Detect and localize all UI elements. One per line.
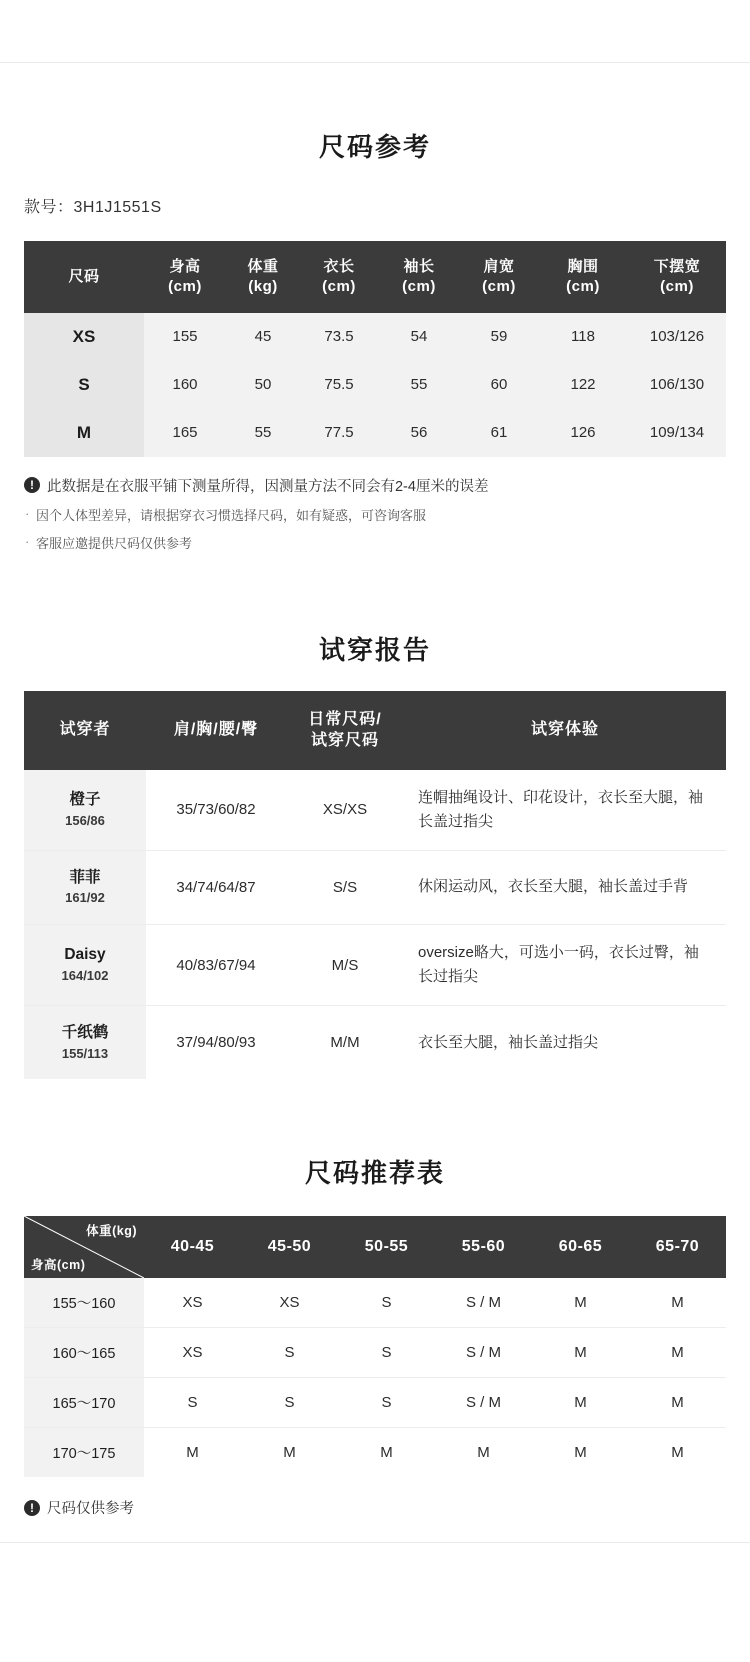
recommend-header-row xyxy=(24,1216,726,1278)
recommended-size: S xyxy=(338,1278,435,1328)
weight-range-header: 45-50 xyxy=(241,1216,338,1278)
cell-bust: 122 xyxy=(538,361,628,409)
weight-range-header: 65-70 xyxy=(629,1216,726,1278)
bottom-divider xyxy=(0,1542,750,1543)
measurement-note xyxy=(24,475,750,496)
recommended-size: M xyxy=(338,1428,435,1478)
height-range: 160～165 xyxy=(24,1328,144,1378)
size-reference-table xyxy=(24,241,726,457)
tester-name: Daisy xyxy=(64,946,106,964)
bullet-icon: · xyxy=(25,533,30,549)
table-row xyxy=(24,850,726,924)
recommended-size: S xyxy=(338,1378,435,1428)
recommended-size: S / M xyxy=(435,1378,532,1428)
recommended-size: M xyxy=(435,1428,532,1478)
header-height: 身高 (cm) xyxy=(144,241,226,313)
table-row xyxy=(24,1328,726,1378)
recommended-size: XS xyxy=(144,1278,241,1328)
recommended-size: M xyxy=(532,1278,629,1328)
table-row xyxy=(24,1428,726,1478)
weight-range-header: 60-65 xyxy=(532,1216,629,1278)
tester-experience: 休闲运动风，衣长至大腿，袖长盖过手背 xyxy=(404,850,726,924)
measurement-subnote-1-text: 因个人体型差异，请根据穿衣习惯选择尺码，如有疑惑，可咨询客服 xyxy=(36,507,427,523)
corner-height-label: 身高(cm) xyxy=(31,1258,86,1273)
cell-hem: 109/134 xyxy=(628,409,726,457)
tester-body: 37/94/80/93 xyxy=(146,1006,286,1080)
tester-measure: 156/86 xyxy=(65,812,105,828)
table-row xyxy=(24,770,726,851)
cell-weight: 45 xyxy=(226,313,300,361)
cell-sleeve: 55 xyxy=(378,361,460,409)
cell-shoulder: 60 xyxy=(460,361,538,409)
measurement-subnote-1 xyxy=(25,505,750,524)
weight-range-header: 55-60 xyxy=(435,1216,532,1278)
tryon-report-title: 试穿报告 xyxy=(318,634,431,665)
recommended-size: M xyxy=(532,1378,629,1428)
measurement-subnote-2-text: 客服应邀提供尺码仅供参考 xyxy=(36,535,193,551)
cell-weight: 50 xyxy=(226,361,300,409)
tester-name: 菲菲 xyxy=(69,868,101,886)
recommended-size: M xyxy=(629,1428,726,1478)
recommended-size: S xyxy=(241,1328,338,1378)
cell-height: 165 xyxy=(144,409,226,457)
header-sleeve: 袖长 (cm) xyxy=(378,241,460,313)
tester-sizes: XS/XS xyxy=(286,770,404,851)
tester-measure: 161/92 xyxy=(65,890,105,906)
tester-info xyxy=(24,925,146,1006)
corner-header xyxy=(24,1216,144,1278)
size-reference-header-row xyxy=(24,241,726,313)
header-tester: 试穿者 xyxy=(24,691,146,770)
header-size: 尺码 xyxy=(24,241,144,313)
measurement-subnote-2 xyxy=(25,533,750,552)
cell-weight: 55 xyxy=(226,409,300,457)
table-row xyxy=(24,1006,726,1080)
product-size-guide-page xyxy=(0,62,750,1662)
tester-body: 40/83/67/94 xyxy=(146,925,286,1006)
row-size: S xyxy=(24,361,144,409)
recommended-size: XS xyxy=(241,1278,338,1328)
recommended-size: M xyxy=(241,1428,338,1478)
top-divider xyxy=(0,62,750,63)
recommended-size: S / M xyxy=(435,1328,532,1378)
recommend-note-text: 尺码仅供参考 xyxy=(47,1501,134,1518)
recommended-size: S xyxy=(338,1328,435,1378)
header-bust: 胸围 (cm) xyxy=(538,241,628,313)
recommended-size: S xyxy=(144,1378,241,1428)
cell-bust: 118 xyxy=(538,313,628,361)
table-row xyxy=(24,409,726,457)
tester-sizes: S/S xyxy=(286,850,404,924)
weight-range-header: 50-55 xyxy=(338,1216,435,1278)
tryon-report-table xyxy=(24,691,726,1080)
recommended-size: S / M xyxy=(435,1278,532,1328)
table-row xyxy=(24,313,726,361)
height-range: 165～170 xyxy=(24,1378,144,1428)
recommended-size: M xyxy=(532,1328,629,1378)
recommend-note xyxy=(24,1497,750,1518)
height-range: 170～175 xyxy=(24,1428,144,1478)
tester-measure: 164/102 xyxy=(61,967,109,983)
measurement-note-text: 此数据是在衣服平铺下测量所得，因测量方法不同会有2-4厘米的误差 xyxy=(47,478,489,495)
recommended-size: S xyxy=(241,1378,338,1428)
recommended-size: M xyxy=(144,1428,241,1478)
tryon-header-row xyxy=(24,691,726,770)
cell-height: 155 xyxy=(144,313,226,361)
tester-info xyxy=(24,770,146,851)
header-experience: 试穿体验 xyxy=(404,691,726,770)
tester-sizes: M/M xyxy=(286,1006,404,1080)
table-row xyxy=(24,1278,726,1328)
exclamation-icon: ! xyxy=(24,1500,40,1516)
tester-info xyxy=(24,850,146,924)
tester-name: 千纸鹤 xyxy=(61,1024,109,1042)
tester-body: 34/74/64/87 xyxy=(146,850,286,924)
cell-length: 73.5 xyxy=(300,313,378,361)
table-row xyxy=(24,925,726,1006)
tester-sizes: M/S xyxy=(286,925,404,1006)
header-shoulder: 肩宽 (cm) xyxy=(460,241,538,313)
cell-shoulder: 59 xyxy=(460,313,538,361)
row-size: XS xyxy=(24,313,144,361)
cell-shoulder: 61 xyxy=(460,409,538,457)
cell-sleeve: 56 xyxy=(378,409,460,457)
recommended-size: M xyxy=(629,1328,726,1378)
tester-info xyxy=(24,1006,146,1080)
tester-experience: oversize略大，可选小一码，衣长过臀，袖长过指尖 xyxy=(404,925,726,1006)
size-reference-title: 尺码参考 xyxy=(318,132,431,162)
bullet-icon: · xyxy=(25,505,30,521)
header-sizes: 日常尺码/ 试穿尺码 xyxy=(286,691,404,770)
tester-name: 橙子 xyxy=(69,791,101,809)
table-row xyxy=(24,1378,726,1428)
weight-range-header: 40-45 xyxy=(144,1216,241,1278)
recommended-size: XS xyxy=(144,1328,241,1378)
header-hem: 下摆宽 (cm) xyxy=(628,241,726,313)
size-recommend-title: 尺码推荐表 xyxy=(304,1158,445,1189)
exclamation-icon: ! xyxy=(24,477,40,493)
cell-bust: 126 xyxy=(538,409,628,457)
recommended-size: M xyxy=(629,1278,726,1328)
recommended-size: M xyxy=(532,1428,629,1478)
height-range: 155～160 xyxy=(24,1278,144,1328)
style-number: 款号：3H1J1551S xyxy=(24,199,162,216)
cell-sleeve: 54 xyxy=(378,313,460,361)
header-body-measurements: 肩/胸/腰/臀 xyxy=(146,691,286,770)
tester-experience: 衣长至大腿，袖长盖过指尖 xyxy=(404,1006,726,1080)
header-length: 衣长 (cm) xyxy=(300,241,378,313)
cell-length: 77.5 xyxy=(300,409,378,457)
tester-body: 35/73/60/82 xyxy=(146,770,286,851)
cell-hem: 106/130 xyxy=(628,361,726,409)
cell-length: 75.5 xyxy=(300,361,378,409)
corner-weight-label: 体重(kg) xyxy=(86,1224,137,1239)
header-weight: 体重 (kg) xyxy=(226,241,300,313)
row-size: M xyxy=(24,409,144,457)
size-recommend-table xyxy=(24,1216,726,1477)
cell-hem: 103/126 xyxy=(628,313,726,361)
table-row xyxy=(24,361,726,409)
tester-experience: 连帽抽绳设计、印花设计，衣长至大腿，袖长盖过指尖 xyxy=(404,770,726,851)
recommended-size: M xyxy=(629,1378,726,1428)
tester-measure: 155/113 xyxy=(61,1045,109,1061)
cell-height: 160 xyxy=(144,361,226,409)
